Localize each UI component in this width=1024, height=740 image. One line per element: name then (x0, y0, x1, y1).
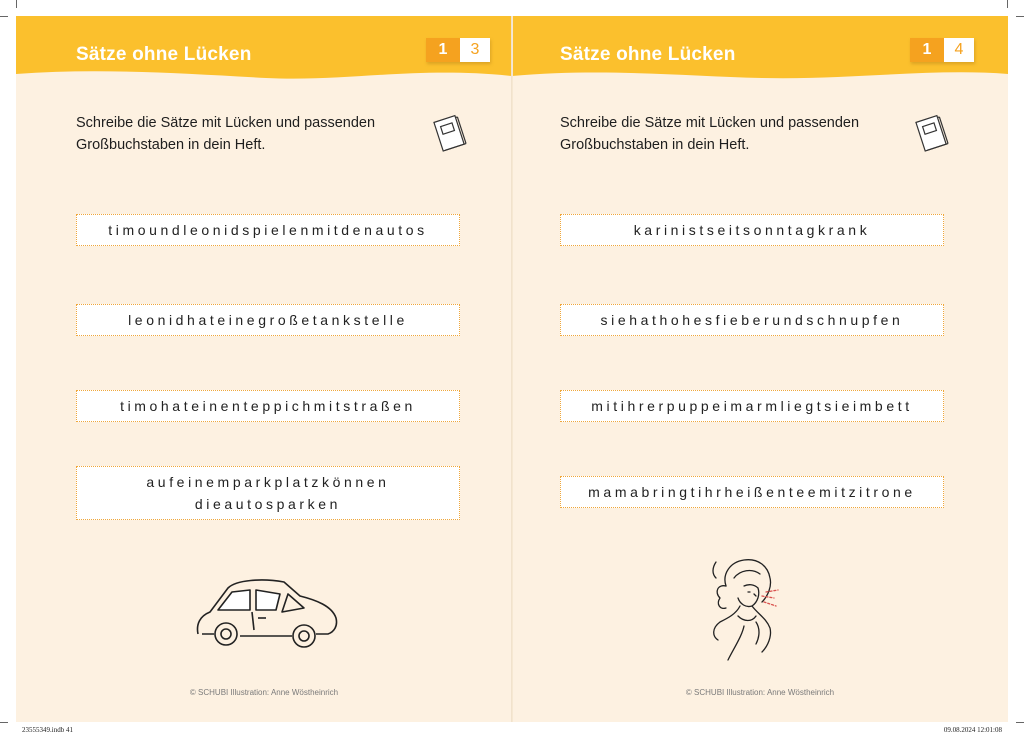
copyright-text: © SCHUBI Illustration: Anne Wöstheinrich (685, 688, 835, 697)
crop-mark (1016, 16, 1024, 17)
unit-number: 1 (910, 38, 944, 62)
left-page (16, 16, 512, 722)
page-indicator (910, 38, 974, 62)
sentence-box: mitihrerpuppeimarmliegtsieimbett (560, 390, 944, 422)
sentence-box: timohateinenteppichmitstraßen (76, 390, 460, 422)
sentence-box: siehathohesfieberundschnupfen (560, 304, 944, 336)
sentence-box: leonidhateinegroßetankstelle (76, 304, 460, 336)
print-slug-date: 09.08.2024 12:01:08 (943, 726, 1002, 734)
crop-mark (1007, 0, 1008, 8)
sentence-box: karinistseitsonntagkrank (560, 214, 944, 246)
crop-mark (16, 0, 17, 8)
print-slug-file: 23555349.indb 41 (22, 726, 73, 734)
car-illustration (192, 574, 340, 659)
sentence-box: timoundleonidspielenmitdenautos (76, 214, 460, 246)
instruction-text: Schreibe die Sätze mit Lücken und passenden Großbuchstaben in dein Heft. (560, 115, 860, 153)
sick-girl-illustration (704, 556, 788, 671)
page-title: Sätze ohne Lücken (560, 44, 736, 65)
crop-mark (0, 722, 8, 723)
notebook-icon (430, 112, 470, 159)
sentence-box: aufeinemparkplatzkönnen dieautosparken (76, 466, 460, 520)
page-indicator (426, 38, 490, 62)
page-gutter (511, 16, 513, 722)
copyright-text: © SCHUBI Illustration: Anne Wöstheinrich (189, 688, 339, 697)
page-title: Sätze ohne Lücken (76, 44, 252, 65)
right-page (512, 16, 1008, 722)
sentence-box: mamabringtihrheißenteemitzitrone (560, 476, 944, 508)
unit-number: 1 (426, 38, 460, 62)
instruction-text: Schreibe die Sätze mit Lücken und passenden Großbuchstaben in dein Heft. (76, 115, 376, 153)
crop-mark (1016, 722, 1024, 723)
page-number: 3 (460, 38, 490, 62)
page-number: 4 (944, 38, 974, 62)
notebook-icon (912, 112, 952, 159)
crop-mark (0, 16, 8, 17)
